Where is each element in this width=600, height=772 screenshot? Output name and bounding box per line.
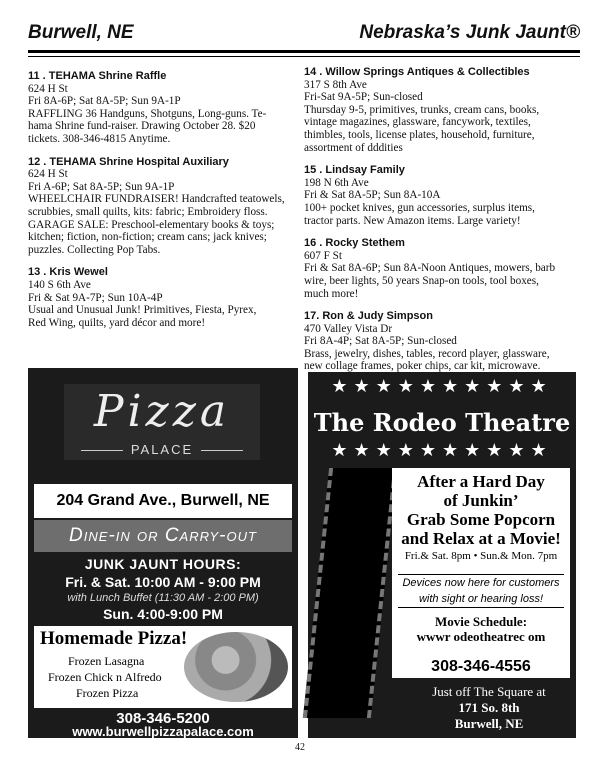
listing-item (28, 266, 290, 329)
pizza-website: www.burwellpizzapalace.com (72, 724, 254, 739)
theatre-info-panel (392, 468, 570, 656)
movie-schedule (392, 614, 570, 644)
listing-title: 12 . TEHAMA Shrine Hospital Auxiliary (28, 155, 229, 168)
header-rule-thin (28, 56, 580, 57)
listing-line: much more! (304, 287, 359, 300)
listing-line: 317 S 8th Ave (304, 78, 367, 91)
address-line: 171 So. 8th (458, 700, 520, 715)
listing-line: 140 S 6th Ave (28, 278, 91, 291)
listing-line: Fri 8A-6P; Sat 8A-5P; Sun 9A-1P (28, 95, 181, 108)
tagline-line: Grab Some Popcorn (406, 510, 556, 529)
listing-line: vintage magazines, glassware, fancywork, textiles, (304, 116, 531, 129)
listing-line: Red Wing, quilts, yard décor and more! (28, 316, 206, 329)
listing-line: 624 H St (28, 168, 68, 181)
listing-title: 13 . Kris Wewel (28, 266, 108, 279)
schedule-label: Movie Schedule: (434, 614, 528, 629)
listing-item (28, 156, 290, 257)
stars-top-row: ★★★★★★★★★★ (331, 376, 553, 396)
film-strip-icon (303, 468, 397, 718)
theatre-title: The Rodeo Theatre (313, 408, 571, 437)
header-rule-thick (28, 50, 580, 53)
page-header (28, 22, 580, 52)
theatre-phone: 308-346-4556 (392, 656, 570, 678)
menu-item: Frozen Pizza (76, 686, 139, 700)
address-line: Burwell, NE (454, 716, 524, 731)
hours-weekend: Fri. & Sat. 10:00 AM - 9:00 PM (65, 574, 261, 590)
listings-column-left (28, 70, 290, 339)
logo-script-text: Pizza (93, 386, 231, 437)
listing-line: WHEELCHAIR FUNDRAISER! Handcrafted teatowels, (28, 193, 285, 206)
address-line: Just off The Square at (432, 684, 546, 699)
pizza-phone: 308-346-5200 (116, 710, 210, 727)
listing-line: 607 F St (304, 249, 342, 262)
homemade-heading: Homemade Pizza! (40, 628, 188, 649)
listings-column-right (304, 66, 574, 383)
dine-in-banner: Dine-in or Carry-out (34, 520, 292, 552)
listing-item (304, 237, 574, 300)
pizza-palace-logo (64, 384, 260, 460)
listing-line: assortment of dddities (304, 141, 403, 154)
listing-line: Fri & Sat 9A-7P; Sun 10A-4P (28, 291, 163, 304)
listing-line: Fri & Sat 8A-6P; Sun 8A-Noon Antiques, mowers, barb (304, 262, 556, 275)
listing-line: new collage frames, poker chips, car kit, microwave. (304, 360, 541, 373)
listing-title: 17. Ron & Judy Simpson (304, 310, 433, 323)
listing-item (28, 70, 290, 146)
listing-line: kitchen; fiction, non-fiction; cream cans; jack knives; (28, 231, 267, 244)
menu-item: Frozen Lasagna (68, 654, 145, 668)
listing-line: tickets. 308-346-4815 Anytime. (28, 132, 171, 145)
listing-line: Thursday 9-5, primitives, trunks, cream cans, books, (304, 103, 540, 116)
listing-line: thimbles, tools, license plates, household, furniture, (304, 128, 535, 141)
listing-line: Fri & Sat 8A-5P; Sun 8A-10A (304, 189, 441, 202)
homemade-pizza-box (34, 626, 292, 708)
accessibility-notice (398, 574, 564, 608)
listing-line: Usual and Unusual Junk! Primitives, Fiesta, Pyrex, (28, 304, 257, 317)
pizza-address: 204 Grand Ave., Burwell, NE (34, 484, 292, 518)
hours-title: JUNK JAUNT HOURS: (84, 556, 242, 572)
listing-line: puzzles. Collecting Pop Tabs. (28, 243, 161, 256)
listing-line: tractor parts. New Amazon items. Large variety! (304, 214, 521, 227)
listing-item (304, 164, 574, 227)
listing-title: 16 . Rocky Stethem (304, 237, 405, 250)
listing-title: 11 . TEHAMA Shrine Raffle (28, 70, 167, 82)
listing-line: scrubbies, small quilts, kits: fabric; Embroidery floss. (28, 205, 268, 218)
listing-line: Fri A-6P; Sat 8A-5P; Sun 9A-1P (28, 180, 175, 193)
listing-line: GARAGE SALE: Preschool-elementary books & toys; (28, 218, 275, 231)
rodeo-theatre-ad (308, 372, 576, 738)
listing-line: 198 N 6th Ave (304, 176, 369, 189)
logo-subtitle: PALACE (64, 442, 260, 457)
pizza-palace-ad (28, 368, 298, 738)
menu-item: Frozen Chick n Alfredo (48, 670, 162, 684)
page-number: 42 (295, 742, 305, 753)
listing-item (304, 66, 574, 154)
pizza-image (184, 632, 288, 702)
header-publication: Nebraska’s Junk Jaunt® (359, 22, 580, 43)
listing-line: Fri 8A-4P; Sat 8A-5P; Sun-closed (304, 335, 457, 348)
tagline (392, 472, 570, 548)
listing-line: RAFFLING 36 Handguns, Shotguns, Long-guns. Te- (28, 107, 267, 120)
listing-title: 15 . Lindsay Family (304, 164, 405, 177)
listing-line: 100+ pocket knives, gun accessories, surplus items, (304, 201, 535, 214)
listing-title: 14 . Willow Springs Antiques & Collectibles (304, 66, 530, 78)
listing-item (304, 310, 574, 373)
hours-sunday: Sun. 4:00-9:00 PM (103, 606, 223, 622)
theatre-address (408, 684, 570, 732)
listing-line: Fri-Sat 9A-5P; Sun-closed (304, 91, 423, 104)
notice-line: Devices now here for customers (402, 577, 560, 589)
listing-line: wire, beer lights, 50 years Snap-on tools, tool boxes, (304, 274, 539, 287)
tagline-line: of Junkin’ (443, 491, 519, 510)
header-location: Burwell, NE (28, 22, 134, 43)
tagline-line: and Relax at a Movie! (401, 529, 561, 548)
showtimes: Fri.& Sat. 8pm • Sun.& Mon. 7pm (404, 550, 558, 562)
hours-buffet: with Lunch Buffet (11:30 AM - 2:00 PM) (67, 592, 259, 604)
tagline-line: After a Hard Day (417, 472, 545, 491)
notice-line: with sight or hearing loss! (418, 593, 544, 605)
listing-line: hama Shrine fund-raiser. Drawing October 28. $20 (28, 120, 256, 133)
listing-line: Brass, jewelry, dishes, tables, record player, glassware, (304, 347, 550, 360)
schedule-url: wwwr odeotheatrec om (416, 629, 546, 644)
stars-bottom-row: ★★★★★★★★★★ (331, 440, 553, 460)
listing-line: 470 Valley Vista Dr (304, 322, 393, 335)
listing-line: 624 H St (28, 82, 68, 95)
